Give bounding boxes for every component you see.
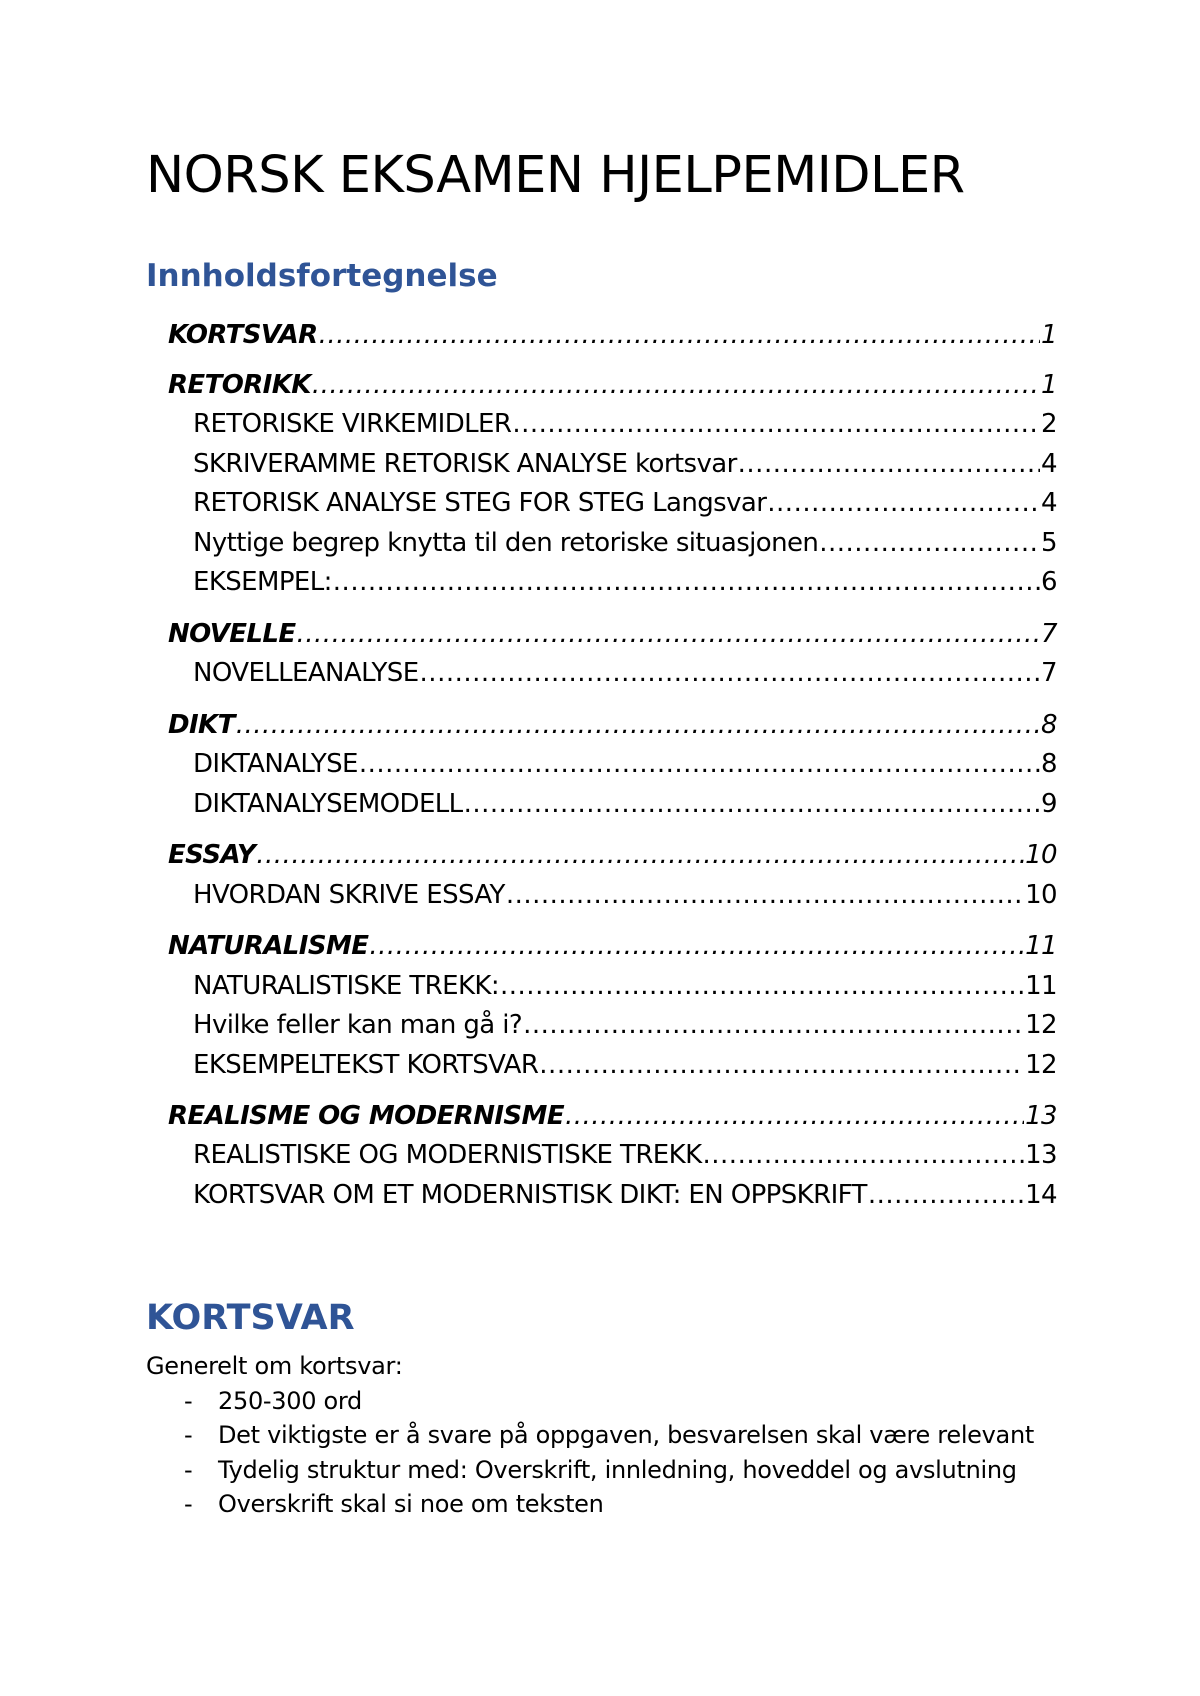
toc-dot-leader — [256, 838, 1024, 872]
toc-entry-label: Hvilke feller kan man gå i? — [193, 1010, 523, 1040]
toc-entry[interactable] — [193, 526, 1057, 560]
list-item — [184, 1384, 362, 1419]
toc-entry-page: 13 — [1025, 1140, 1057, 1170]
toc-entry-label: NATURALISME — [168, 931, 369, 961]
toc-entry[interactable] — [168, 838, 1057, 872]
section-heading-kortsvar: KORTSVAR — [146, 1298, 355, 1338]
section-intro: Generelt om kortsvar: — [146, 1352, 403, 1380]
toc-entry-page: 12 — [1025, 1050, 1057, 1080]
list-item-text: Tydelig struktur med: Overskrift, innledning, hoveddel og avslutning — [218, 1456, 1017, 1484]
toc-entry-label: HVORDAN SKRIVE ESSAY — [193, 880, 505, 910]
toc-dot-leader — [319, 318, 1040, 352]
toc-entry-page: 7 — [1041, 619, 1057, 649]
toc-entry[interactable] — [168, 368, 1057, 402]
toc-entry-label: KORTSVAR — [168, 320, 318, 350]
toc-dot-leader — [512, 407, 1040, 441]
toc-entry-page: 6 — [1041, 567, 1057, 597]
toc-entry-label: RETORISKE VIRKEMIDLER — [193, 409, 512, 439]
toc-dot-leader — [703, 1138, 1025, 1172]
toc-entry[interactable] — [193, 486, 1057, 520]
toc-entry-label: EKSEMPEL: — [193, 567, 332, 597]
toc-dot-leader — [464, 787, 1040, 821]
toc-entry[interactable] — [193, 787, 1057, 821]
toc-entry-label: RETORIKK — [168, 370, 311, 400]
toc-entry-page: 8 — [1041, 710, 1057, 740]
toc-entry-label: SKRIVERAMME RETORISK ANALYSE kortsvar — [193, 449, 737, 479]
toc-entry-page: 1 — [1041, 320, 1057, 350]
list-item-text: Overskrift skal si noe om teksten — [218, 1490, 604, 1518]
list-item — [184, 1453, 1017, 1488]
toc-dot-leader — [369, 929, 1024, 963]
bullet-marker: - — [184, 1387, 193, 1415]
toc-dot-leader — [506, 878, 1024, 912]
toc-heading: Innholdsfortegnelse — [146, 258, 498, 294]
toc-entry-page: 7 — [1041, 658, 1057, 688]
list-item — [184, 1418, 1034, 1453]
bullet-marker: - — [184, 1421, 193, 1449]
document-title: NORSK EKSAMEN HJELPEMIDLER — [146, 146, 965, 205]
toc-entry[interactable] — [193, 1138, 1057, 1172]
toc-entry-label: REALISME OG MODERNISME — [168, 1101, 564, 1131]
toc-dot-leader — [500, 969, 1024, 1003]
toc-dot-leader — [868, 1178, 1024, 1212]
toc-entry-label: EKSEMPELTEKST KORTSVAR — [193, 1050, 539, 1080]
toc-entry-page: 10 — [1025, 840, 1057, 870]
toc-entry-label: Nyttige begrep knytta til den retoriske situasjonen — [193, 528, 819, 558]
toc-entry-page: 12 — [1025, 1010, 1057, 1040]
list-item-text: 250-300 ord — [218, 1387, 362, 1415]
toc-dot-leader — [236, 708, 1040, 742]
toc-entry-page: 4 — [1041, 449, 1057, 479]
toc-entry[interactable] — [193, 407, 1057, 441]
toc-entry-label: NOVELLEANALYSE — [193, 658, 419, 688]
toc-entry-page: 10 — [1025, 880, 1057, 910]
toc-entry-label: DIKTANALYSEMODELL — [193, 789, 463, 819]
toc-entry-label: DIKTANALYSE — [193, 749, 358, 779]
bullet-marker: - — [184, 1456, 193, 1484]
toc-dot-leader — [420, 656, 1041, 690]
toc-entry[interactable] — [193, 878, 1057, 912]
toc-entry[interactable] — [193, 656, 1057, 690]
toc-dot-leader — [565, 1099, 1024, 1133]
toc-entry-label: NATURALISTISKE TREKK: — [193, 971, 500, 1001]
toc-entry-page: 1 — [1041, 370, 1057, 400]
toc-entry[interactable] — [193, 447, 1057, 481]
toc-dot-leader — [767, 486, 1040, 520]
toc-entry[interactable] — [193, 565, 1057, 599]
toc-entry[interactable] — [168, 929, 1057, 963]
toc-entry[interactable] — [193, 1008, 1057, 1042]
toc-entry-label: RETORISK ANALYSE STEG FOR STEG Langsvar — [193, 488, 767, 518]
toc-entry[interactable] — [168, 318, 1057, 352]
toc-entry-label: KORTSVAR OM ET MODERNISTISK DIKT: EN OPPSKRIFT — [193, 1180, 867, 1210]
toc-entry[interactable] — [193, 747, 1057, 781]
toc-entry-page: 13 — [1025, 1101, 1057, 1131]
toc-dot-leader — [297, 617, 1041, 651]
toc-dot-leader — [333, 565, 1040, 599]
toc-entry-label: NOVELLE — [168, 619, 296, 649]
list-item-text: Det viktigste er å svare på oppgaven, besvarelsen skal være relevant — [218, 1421, 1034, 1449]
toc-entry-page: 11 — [1025, 971, 1057, 1001]
toc-entry-label: ESSAY — [168, 840, 256, 870]
toc-entry[interactable] — [193, 969, 1057, 1003]
toc-dot-leader — [819, 526, 1040, 560]
toc-dot-leader — [312, 368, 1040, 402]
toc-entry-page: 9 — [1041, 789, 1057, 819]
toc-entry[interactable] — [193, 1178, 1057, 1212]
bullet-marker: - — [184, 1490, 193, 1518]
toc-entry[interactable] — [168, 1099, 1057, 1133]
toc-entry-page: 4 — [1041, 488, 1057, 518]
list-item — [184, 1487, 604, 1522]
toc-entry[interactable] — [168, 617, 1057, 651]
toc-entry-page: 11 — [1025, 931, 1057, 961]
toc-entry[interactable] — [168, 708, 1057, 742]
toc-entry-page: 8 — [1041, 749, 1057, 779]
toc-dot-leader — [359, 747, 1040, 781]
toc-dot-leader — [523, 1008, 1024, 1042]
toc-dot-leader — [539, 1048, 1024, 1082]
toc-entry-label: DIKT — [168, 710, 235, 740]
toc-dot-leader — [738, 447, 1040, 481]
toc-entry-label: REALISTISKE OG MODERNISTISKE TREKK — [193, 1140, 702, 1170]
toc-entry-page: 2 — [1041, 409, 1057, 439]
toc-entry[interactable] — [193, 1048, 1057, 1082]
toc-entry-page: 5 — [1041, 528, 1057, 558]
toc-entry-page: 14 — [1025, 1180, 1057, 1210]
